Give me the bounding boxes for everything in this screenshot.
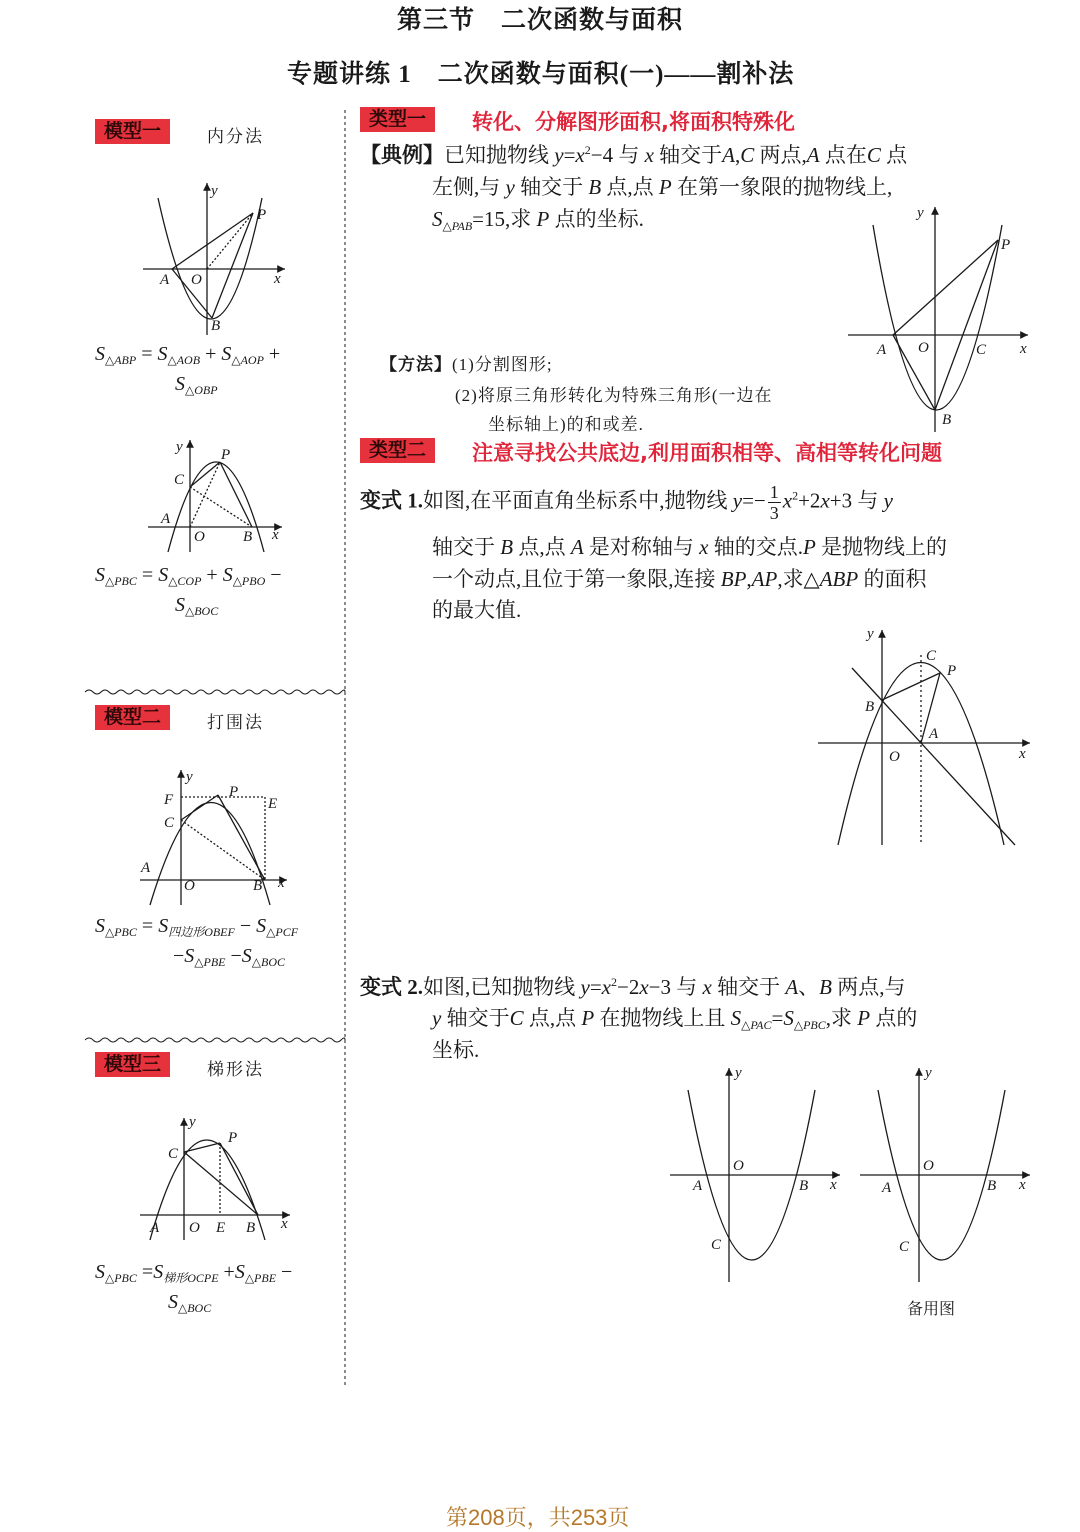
axis-label: x xyxy=(281,1216,288,1232)
variant2-line xyxy=(432,1034,479,1064)
point-label: O xyxy=(733,1158,744,1174)
math-symbol: y xyxy=(732,488,743,513)
math-symbol: x xyxy=(702,975,712,999)
text-segment: 的最大值. xyxy=(432,598,522,622)
point-label: B xyxy=(243,529,253,545)
point-label: A xyxy=(877,342,887,358)
point-label: C xyxy=(711,1237,722,1253)
text-segment: 轴交于 xyxy=(711,975,786,999)
subscript: △PBO xyxy=(232,574,266,588)
text-segment: ,求△ xyxy=(777,567,820,591)
subscript: △AOP xyxy=(231,353,264,367)
text-segment: , xyxy=(735,143,741,167)
type2-tag: 类型二 xyxy=(360,438,435,463)
text-segment: 点,点 xyxy=(513,535,571,559)
point-label: B xyxy=(865,699,875,715)
axis-label: y xyxy=(917,205,924,221)
axis-label: x xyxy=(278,875,285,891)
subscript: △PCF xyxy=(266,925,299,939)
text-segment: +2 xyxy=(798,488,821,513)
axis-label: x xyxy=(1019,1177,1026,1193)
text-segment: 轴交于 xyxy=(653,143,723,167)
text-segment: 如图,在平面直角坐标系中,抛物线 xyxy=(423,488,733,513)
point-label: P xyxy=(228,1130,238,1146)
type2-heading: 注意寻找公共底边,利用面积相等、高相等转化问题 xyxy=(472,441,942,465)
axis-label: y xyxy=(735,1065,742,1081)
type1-heading: 转化、分解图形面积,将面积特殊化 xyxy=(472,110,795,134)
math-symbol: C xyxy=(740,143,755,167)
text-segment: 轴交于 xyxy=(514,175,589,199)
text-segment: −4 与 xyxy=(590,143,645,167)
math-symbol: P xyxy=(857,1006,871,1030)
text-segment: = xyxy=(136,564,159,586)
math-symbol: S xyxy=(184,945,195,967)
point-label: C xyxy=(174,472,185,488)
text-segment: +3 与 xyxy=(829,488,884,513)
subscript: △OBP xyxy=(185,383,218,397)
formula-line xyxy=(95,564,282,589)
text-segment: −2 xyxy=(617,975,640,999)
math-symbol: S xyxy=(256,915,267,937)
spare-figure-caption: 备用图 xyxy=(907,1301,956,1318)
math-symbol: A xyxy=(570,535,584,559)
example-line xyxy=(432,171,892,201)
text-segment: 如图,已知抛物线 xyxy=(423,975,581,999)
math-symbol: S xyxy=(95,564,105,586)
math-symbol: ABP xyxy=(819,567,859,591)
math-symbol: x xyxy=(820,488,830,513)
text-segment: 两点, xyxy=(754,143,807,167)
example-line xyxy=(360,139,907,169)
page-subtitle: 专题讲练 1 二次函数与面积(一)——割补法 xyxy=(287,61,795,88)
subscript: △PBC xyxy=(105,574,137,588)
subscript: △ABP xyxy=(105,353,137,367)
text-segment: 、 xyxy=(798,975,820,999)
point-label: C xyxy=(976,342,987,358)
point-label: B xyxy=(211,318,221,334)
math-symbol: S xyxy=(175,373,185,395)
math-symbol: A xyxy=(722,143,735,167)
method-line xyxy=(488,410,644,435)
text-segment: + xyxy=(200,343,222,365)
point-label: B xyxy=(987,1178,997,1194)
model2-name: 打围法 xyxy=(207,713,264,732)
axis-label: y xyxy=(925,1065,932,1081)
text-segment: ,求 xyxy=(825,1006,858,1030)
fraction-denominator: 3 xyxy=(769,503,779,523)
text-segment: − xyxy=(234,915,257,937)
subscript: △BOC xyxy=(251,955,286,969)
math-symbol: S xyxy=(783,1006,794,1030)
label-bold: 变式 2. xyxy=(360,975,423,999)
point-label: B xyxy=(799,1178,809,1194)
math-symbol: y xyxy=(580,975,590,999)
text-segment: − xyxy=(225,945,242,967)
text-segment: 是对称轴与 xyxy=(583,535,700,559)
text-segment: 点在 xyxy=(819,143,867,167)
text-segment: 在抛物线上且 xyxy=(594,1006,731,1030)
math-symbol: S xyxy=(432,207,443,231)
text-segment: =15,求 xyxy=(472,207,537,231)
math-symbol: AP xyxy=(751,567,778,591)
text-segment: (1)分割图形; xyxy=(452,355,553,374)
label-bold: 【方法】 xyxy=(380,355,452,374)
axis-label: y xyxy=(176,439,183,455)
text-segment: − xyxy=(276,1261,293,1283)
math-symbol: C xyxy=(509,1006,524,1030)
figure-model1-inner xyxy=(143,183,285,335)
math-symbol: y xyxy=(432,1006,442,1030)
variant1-line xyxy=(432,531,947,561)
text-segment: (2)将原三角形转化为特殊三角形(一边在 xyxy=(455,386,773,405)
math-symbol: B xyxy=(500,535,514,559)
text-segment: = xyxy=(136,1261,154,1283)
math-symbol: S xyxy=(95,915,105,937)
axis-label: x xyxy=(272,527,279,543)
label-bold: 变式 1. xyxy=(360,488,423,513)
math-symbol: A xyxy=(785,975,799,999)
label-bold: 【典例】 xyxy=(360,143,444,167)
math-symbol: S xyxy=(730,1006,742,1030)
math-symbol: S xyxy=(222,564,233,586)
subscript: △PBE xyxy=(194,955,226,969)
point-label: P xyxy=(257,207,267,223)
math-symbol: S xyxy=(153,1261,164,1283)
math-symbol: x xyxy=(644,143,654,167)
point-label: E xyxy=(216,1220,226,1236)
formula-line xyxy=(95,343,280,368)
figure-variant2-spare xyxy=(860,1068,1030,1282)
formula-line xyxy=(168,1291,211,1316)
math-symbol: BP xyxy=(720,567,747,591)
type1-tag: 类型一 xyxy=(360,107,435,132)
axis-label: x xyxy=(1020,341,1027,357)
text-segment: 轴交于 xyxy=(432,535,501,559)
math-symbol: S xyxy=(158,915,169,937)
math-symbol: S xyxy=(168,1291,178,1313)
point-label: C xyxy=(168,1146,179,1162)
superscript: 2 xyxy=(611,975,617,989)
point-label: O xyxy=(189,1220,200,1236)
point-label: A xyxy=(882,1180,892,1196)
variant2-line xyxy=(360,971,906,1001)
text-segment: + xyxy=(201,564,223,586)
math-symbol: x xyxy=(601,975,611,999)
math-symbol: P xyxy=(536,207,550,231)
subscript: △PBE xyxy=(244,1271,277,1285)
point-label: O xyxy=(191,272,202,288)
text-segment: + xyxy=(218,1261,235,1283)
math-symbol: x xyxy=(782,488,793,513)
model2-tag: 模型二 xyxy=(95,705,170,730)
text-segment: 两点,与 xyxy=(832,975,906,999)
point-label: A xyxy=(929,726,939,742)
axis-label: x xyxy=(274,271,281,287)
axis-label: x xyxy=(1019,746,1026,762)
math-symbol: y xyxy=(883,488,893,513)
page-number: 第208页，共253页 xyxy=(446,1505,630,1530)
point-label: O xyxy=(194,529,205,545)
figure-variant2 xyxy=(670,1068,840,1282)
math-symbol: x xyxy=(639,975,649,999)
example-line xyxy=(432,203,644,234)
math-symbol: y xyxy=(505,175,515,199)
axis-label: y xyxy=(189,1114,196,1130)
math-symbol: A xyxy=(806,143,820,167)
point-label: C xyxy=(164,815,175,831)
text-segment: 点的 xyxy=(870,1006,918,1030)
text-segment: 的面积 xyxy=(858,567,927,591)
text-segment: 坐标. xyxy=(432,1038,480,1062)
math-symbol: y xyxy=(554,143,564,167)
math-symbol: S xyxy=(158,564,169,586)
subscript: △PAC xyxy=(741,1018,772,1032)
point-label: P xyxy=(229,784,239,800)
math-symbol: P xyxy=(658,175,672,199)
text-segment: 在第一象限的抛物线上, xyxy=(671,175,893,199)
math-symbol: S xyxy=(157,343,168,365)
subscript: 梯形OCPE xyxy=(163,1271,219,1285)
point-label: E xyxy=(268,796,278,812)
math-symbol: x xyxy=(575,143,585,167)
point-label: O xyxy=(184,878,195,894)
figure-variant1 xyxy=(818,630,1030,845)
math-symbol: S xyxy=(234,1261,245,1283)
math-symbol: S xyxy=(221,343,232,365)
subscript: 四边形OBEF xyxy=(168,925,235,939)
text-segment: 点,点 xyxy=(523,1006,582,1030)
variant1-line xyxy=(360,482,893,523)
text-segment: = xyxy=(589,975,602,999)
point-label: B xyxy=(253,878,263,894)
math-symbol: S xyxy=(175,594,185,616)
subscript: △BOC xyxy=(185,604,219,618)
math-symbol: P xyxy=(802,535,816,559)
point-label: A xyxy=(141,860,151,876)
math-symbol: B xyxy=(588,175,602,199)
text-segment: −3 与 xyxy=(648,975,703,999)
fraction xyxy=(768,482,781,523)
fraction-numerator: 1 xyxy=(769,482,779,502)
text-segment: 点的坐标. xyxy=(549,207,644,231)
point-label: B xyxy=(942,412,952,428)
text-segment: 轴交于 xyxy=(441,1006,510,1030)
superscript: 2 xyxy=(792,488,799,503)
text-segment: , xyxy=(746,567,752,591)
text-segment: 左侧,与 xyxy=(432,175,506,199)
text-segment: − xyxy=(173,945,185,967)
method-line xyxy=(455,381,772,406)
text-segment: = xyxy=(136,915,159,937)
point-label: P xyxy=(947,663,957,679)
text-segment: = xyxy=(136,343,158,365)
point-label: C xyxy=(899,1239,910,1255)
wavy-divider xyxy=(85,1038,345,1042)
subscript: △PBC xyxy=(105,925,137,939)
point-label: C xyxy=(926,648,937,664)
figure-model1-second xyxy=(148,440,282,552)
model3-tag: 模型三 xyxy=(95,1052,170,1077)
point-label: A xyxy=(150,1220,160,1236)
point-label: F xyxy=(164,792,174,808)
text-segment: − xyxy=(265,564,282,586)
subscript: △PBC xyxy=(105,1271,137,1285)
math-symbol: S xyxy=(241,945,252,967)
point-label: O xyxy=(889,749,900,765)
model1-name: 内分法 xyxy=(207,127,264,146)
point-label: P xyxy=(221,447,231,463)
subscript: △PAB xyxy=(442,219,473,233)
point-label: O xyxy=(918,340,929,356)
text-segment: + xyxy=(263,343,281,365)
text-segment: 轴的交点. xyxy=(708,535,803,559)
wavy-divider xyxy=(85,690,345,694)
math-symbol: x xyxy=(699,535,709,559)
subscript: △COP xyxy=(168,574,202,588)
method-line xyxy=(380,350,553,375)
axis-label: y xyxy=(867,626,874,642)
text-segment: =− xyxy=(742,488,766,513)
point-label: B xyxy=(246,1220,256,1236)
point-label: O xyxy=(923,1158,934,1174)
figure-model3 xyxy=(140,1118,290,1240)
point-label: A xyxy=(693,1178,703,1194)
variant2-line xyxy=(432,1002,917,1033)
math-symbol: S xyxy=(95,1261,105,1283)
section-title: 第三节 二次函数与面积 xyxy=(397,7,684,34)
math-symbol: P xyxy=(581,1006,595,1030)
text-segment: 一个动点,且位于第一象限,连接 xyxy=(432,567,721,591)
math-symbol: S xyxy=(95,343,105,365)
variant1-line xyxy=(432,563,926,593)
text-segment: = xyxy=(563,143,576,167)
formula-line xyxy=(95,915,298,940)
axis-label: y xyxy=(186,769,193,785)
model1-tag: 模型一 xyxy=(95,119,170,144)
text-segment: 坐标轴上)的和或差. xyxy=(488,415,644,434)
variant1-line xyxy=(432,594,521,624)
subscript: △PBC xyxy=(793,1018,826,1032)
math-symbol: C xyxy=(866,143,881,167)
formula-line xyxy=(175,594,218,619)
point-label: P xyxy=(1001,237,1011,253)
text-segment: = xyxy=(771,1006,784,1030)
figure-model2 xyxy=(140,770,287,905)
model3-name: 梯形法 xyxy=(207,1060,264,1079)
formula-line xyxy=(95,1261,292,1286)
superscript: 2 xyxy=(584,143,591,157)
point-label: A xyxy=(160,272,170,288)
axis-label: x xyxy=(830,1177,837,1193)
text-segment: 是抛物线上的 xyxy=(815,535,948,559)
text-segment: 已知抛物线 xyxy=(444,143,555,167)
formula-line xyxy=(173,945,285,970)
point-label: A xyxy=(161,511,171,527)
math-symbol: B xyxy=(819,975,832,999)
text-segment: 点 xyxy=(880,143,908,167)
subscript: △BOC xyxy=(178,1301,212,1315)
axis-label: y xyxy=(211,183,218,199)
text-segment: 点,点 xyxy=(601,175,659,199)
subscript: △AOB xyxy=(167,353,201,367)
formula-line xyxy=(175,373,218,398)
